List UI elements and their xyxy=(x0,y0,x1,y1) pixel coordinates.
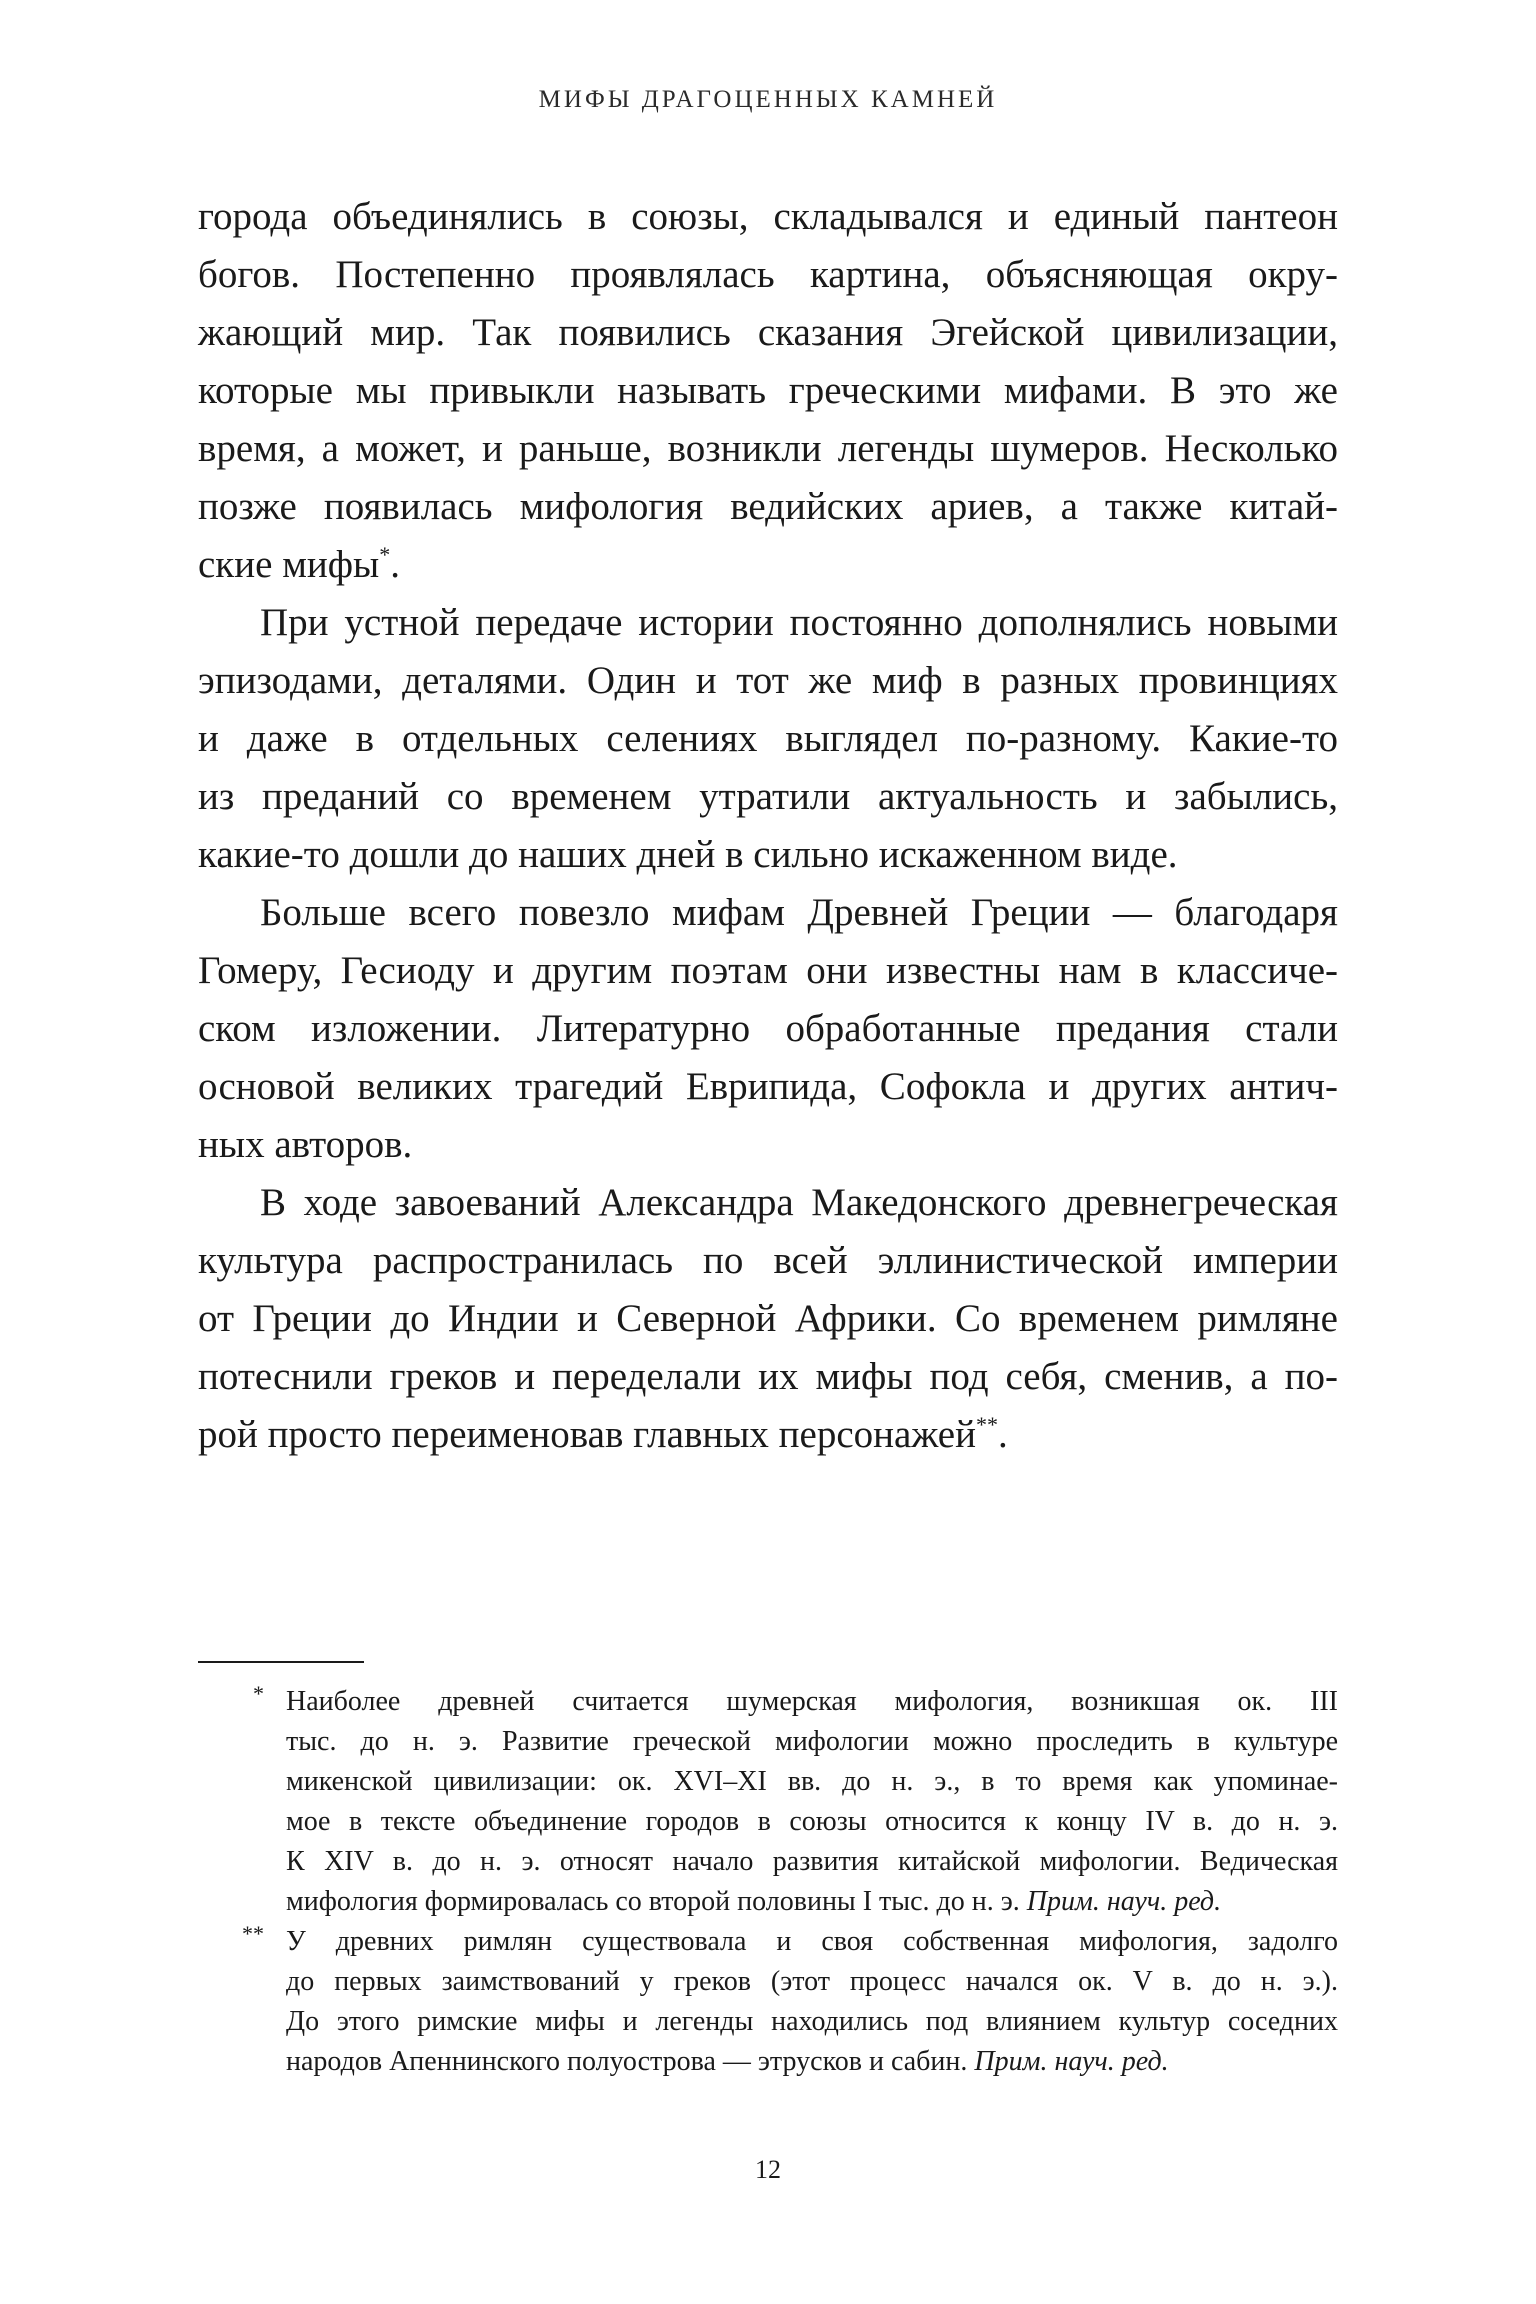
footnote xyxy=(198,1682,1338,1922)
footnote-reference[interactable]: * xyxy=(379,542,391,567)
text-line: города объединялись в союзы, складывался и единый пантеон xyxy=(198,195,1338,238)
paragraph xyxy=(198,188,1338,594)
editor-note: Прим. науч. ред. xyxy=(1026,1886,1222,1917)
running-head: МИФЫ ДРАГОЦЕННЫХ КАМНЕЙ xyxy=(538,86,998,113)
text-line-last: ных авторов. xyxy=(198,1123,413,1166)
footnote-mark: ** xyxy=(242,1921,264,1946)
text-line: эпизодами, деталями. Один и тот же миф в разных провинциях xyxy=(198,659,1338,702)
text-fragment: ские мифы xyxy=(198,543,380,586)
text-fragment: народов Апеннинского полуострова — этрусков и сабин. xyxy=(286,2046,968,2077)
text-fragment: рой просто переименовав главных персонажей xyxy=(198,1413,976,1456)
text-line: основой великих трагедий Еврипида, Софокла и других антич- xyxy=(198,1065,1338,1108)
text-line: время, а может, и раньше, возникли легенды шумеров. Несколько xyxy=(198,427,1338,470)
text-line: от Греции до Индии и Северной Африки. Со временем римляне xyxy=(198,1297,1338,1340)
footnote-line: У древних римлян существовала и своя собственная мифология, задолго xyxy=(286,1926,1338,1957)
text-line-last: какие-то дошли до наших дней в сильно искаженном виде. xyxy=(198,833,1178,876)
footnote-line-last xyxy=(286,1882,1338,1922)
text-line: Гомеру, Гесиоду и другим поэтам они известны нам в классиче- xyxy=(198,949,1338,992)
editor-note: Прим. науч. ред. xyxy=(974,2046,1169,2077)
text-line: жающий мир. Так появились сказания Эгейской цивилизации, xyxy=(198,311,1338,354)
footnote-line: до первых заимствований у греков (этот процесс начался ок. V в. до н. э.). xyxy=(286,1966,1338,1997)
text-line-last xyxy=(198,536,1338,594)
text-line: В ходе завоеваний Александра Македонского древнегреческая xyxy=(260,1181,1338,1224)
footnote-line: Наиболее древней считается шумерская мифология, возникшая ок. III xyxy=(286,1686,1338,1717)
footnote-line: К XIV в. до н. э. относят начало развития китайской мифологии. Ведическая xyxy=(286,1846,1338,1877)
text-line: и даже в отдельных селениях выглядел по-разному. Какие-то xyxy=(198,717,1338,760)
paragraph xyxy=(198,1174,1338,1464)
footnote-separator xyxy=(198,1661,364,1663)
body-text xyxy=(198,188,1338,1464)
footnote xyxy=(198,1922,1338,2082)
footnote-mark: * xyxy=(253,1681,264,1706)
text-line-last xyxy=(198,1406,1338,1464)
paragraph xyxy=(198,594,1338,884)
footnote-line: тыс. до н. э. Развитие греческой мифологии можно проследить в культуре xyxy=(286,1726,1338,1757)
footnote-line-last xyxy=(286,2042,1338,2082)
footnotes xyxy=(198,1682,1338,2082)
text-fragment: мифология формировалась со второй половины I тыс. до н. э. xyxy=(286,1886,1020,1917)
text-line: из преданий со временем утратили актуальность и забылись, xyxy=(198,775,1338,818)
text-line: позже появилась мифология ведийских ариев, а также китай- xyxy=(198,485,1338,528)
text-fragment: . xyxy=(390,543,400,586)
footnote-line: До этого римские мифы и легенды находились под влиянием культур соседних xyxy=(286,2006,1338,2037)
text-line: потеснили греков и переделали их мифы под себя, сменив, а по- xyxy=(198,1355,1338,1398)
footnote-line: мое в тексте объединение городов в союзы относится к концу IV в. до н. э. xyxy=(286,1806,1338,1837)
paragraph xyxy=(198,884,1338,1174)
text-line: которые мы привыкли называть греческими мифами. В это же xyxy=(198,369,1338,412)
text-line: культура распространилась по всей эллинистической империи xyxy=(198,1239,1338,1282)
text-line: Больше всего повезло мифам Древней Греции — благодаря xyxy=(260,891,1338,934)
text-fragment: . xyxy=(997,1413,1008,1456)
text-line: богов. Постепенно проявлялась картина, объясняющая окру- xyxy=(198,253,1338,296)
footnote-reference[interactable]: ** xyxy=(975,1412,998,1437)
page-number: 12 xyxy=(755,2155,781,2184)
footnote-line: микенской цивилизации: ок. XVI–XI вв. до н. э., в то время как упоминае- xyxy=(286,1766,1338,1797)
text-line: При устной передаче истории постоянно дополнялись новыми xyxy=(260,601,1338,644)
text-line: ском изложении. Литературно обработанные предания стали xyxy=(198,1007,1338,1050)
